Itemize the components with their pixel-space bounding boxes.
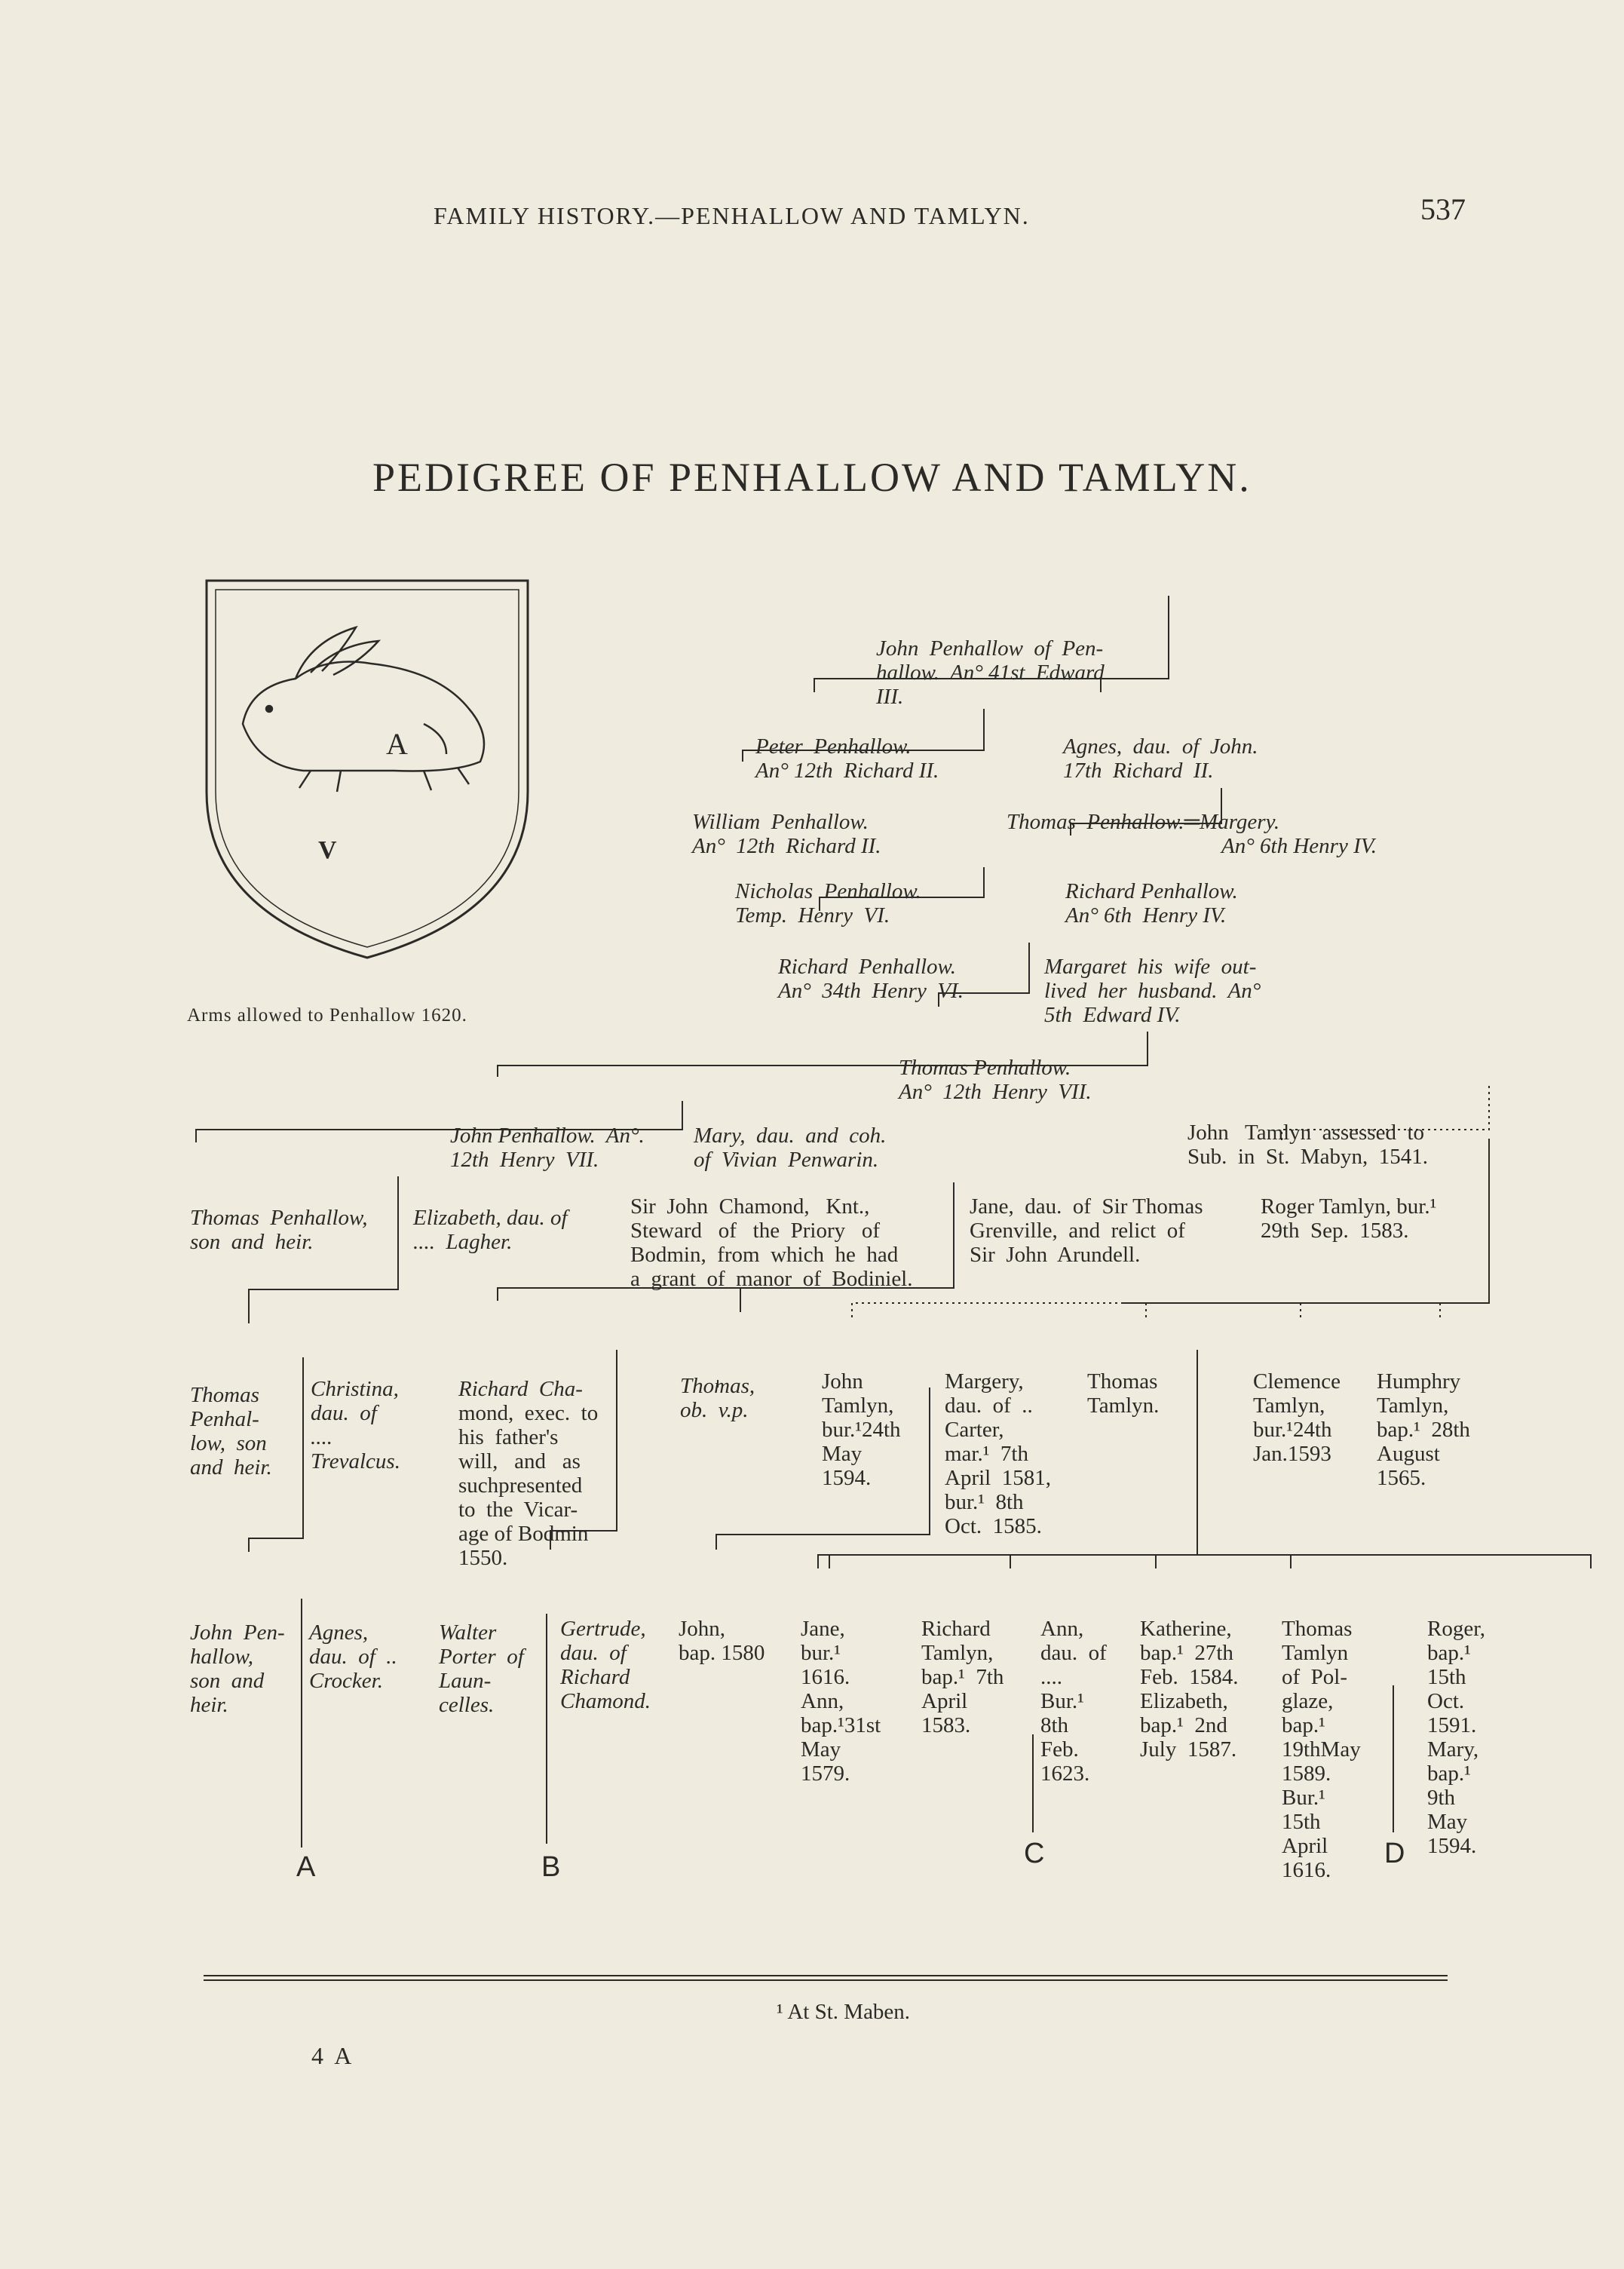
- person-thomas-ob-vp: Thomas, ob. v.p.: [680, 1374, 755, 1422]
- shield-mark: V: [318, 836, 337, 864]
- page-number: 537: [1420, 192, 1466, 226]
- person-thomas-tamlyn-2: Thomas Tamlyn of Pol- glaze, bap.¹ 19thMay 1589. Bur.¹ 15th April 1616.: [1282, 1617, 1361, 1882]
- person-thomas-penhallow-2: Thomas Penhallow, son and heir.: [190, 1206, 368, 1254]
- pedigree-title: PEDIGREE OF PENHALLOW AND TAMLYN.: [372, 455, 1252, 500]
- footnote: ¹ At St. Maben.: [777, 2000, 911, 2024]
- person-sir-john-chamond: Sir John Chamond, Knt., Steward of the Priory of Bodmin, from which he had a grant of manor of Bodiniel.: [630, 1194, 913, 1291]
- signature-mark: 4 A: [311, 2042, 352, 2069]
- person-ann-dau: Ann, dau. of .... Bur.¹ 8th Feb. 1623.: [1040, 1617, 1107, 1786]
- person-humphry-tamlyn: Humphry Tamlyn, bap.¹ 28th August 1565.: [1377, 1369, 1470, 1490]
- person-richard-penhallow-1: Richard Penhallow. An° 6th Henry IV.: [1065, 879, 1238, 928]
- person-thomas-penhallow-1: Thomas Penhallow. An° 12th Henry VII.: [899, 1056, 1092, 1104]
- person-thomas-margery: Thomas Penhallow.═Margery. An° 6th Henry IV.: [1007, 810, 1377, 858]
- person-john-penhallow-1: John Penhallow of Pen- hallow. An° 41st Edward III.: [876, 636, 1105, 709]
- person-john-tamlyn-2: John Tamlyn, bur.¹24th May 1594.: [822, 1369, 901, 1490]
- person-elizabeth-lagher: Elizabeth, dau. of .... Lagher.: [413, 1206, 568, 1254]
- continuation-a: A: [296, 1851, 316, 1883]
- continuation-d: D: [1384, 1838, 1405, 1869]
- person-katherine-elizabeth: Katherine, bap.¹ 27th Feb. 1584. Elizabeth, bap.¹ 2nd July 1587.: [1140, 1617, 1239, 1762]
- person-john-penhallow-4: John Pen- hallow, son and heir.: [190, 1620, 285, 1717]
- rabbit-icon: [243, 627, 484, 792]
- continuation-b: B: [541, 1851, 561, 1883]
- shield-letter: A: [386, 727, 408, 761]
- person-nicholas-penhallow: Nicholas Penhallow. Temp. Henry VI.: [735, 879, 921, 928]
- person-jane-ann: Jane, bur.¹ 1616. Ann, bap.¹31st May 1579.: [801, 1617, 881, 1786]
- person-margery-carter: Margery, dau. of .. Carter, mar.¹ 7th April 1581, bur.¹ 8th Oct. 1585.: [945, 1369, 1051, 1538]
- person-roger-tamlyn-1: Roger Tamlyn, bur.¹ 29th Sep. 1583.: [1261, 1194, 1437, 1243]
- continuation-c: C: [1024, 1838, 1045, 1869]
- person-richard-penhallow-2: Richard Penhallow. An° 34th Henry VI.: [778, 955, 964, 1003]
- person-christina-trevalcus: Christina, dau. of .... Trevalcus.: [311, 1377, 400, 1473]
- person-margaret: Margaret his wife out- lived her husband. An° 5th Edward IV.: [1044, 955, 1261, 1027]
- person-walter-porter: Walter Porter of Laun- celles.: [439, 1620, 524, 1717]
- person-mary-penwarin: Mary, dau. and coh. of Vivian Penwarin.: [694, 1124, 887, 1172]
- person-william-penhallow: William Penhallow. An° 12th Richard II.: [692, 810, 881, 858]
- person-thomas-tamlyn-1: Thomas Tamlyn.: [1087, 1369, 1160, 1418]
- person-roger-mary: Roger, bap.¹ 15th Oct. 1591. Mary, bap.¹ 9th May 1594.: [1427, 1617, 1485, 1858]
- person-john-bap-1580: John, bap. 1580: [679, 1617, 765, 1665]
- shield-outline: [207, 581, 528, 958]
- person-john-penhallow-2: John Penhallow. An°. 12th Henry VII.: [450, 1124, 645, 1172]
- person-john-tamlyn-1: John Tamlyn assessed to Sub. in St. Mabyn, 1541.: [1187, 1121, 1429, 1169]
- coat-of-arms: [198, 573, 537, 965]
- person-agnes-john: Agnes, dau. of John. 17th Richard II.: [1063, 734, 1258, 783]
- person-richard-tamlyn: Richard Tamlyn, bap.¹ 7th April 1583.: [921, 1617, 1004, 1737]
- person-richard-chamond: Richard Cha- mond, exec. to his father's will, and as suchpresented to the Vicar- age of Bodmin 1550.: [458, 1377, 599, 1570]
- person-jane-grenville: Jane, dau. of Sir Thomas Grenville, and relict of Sir John Arundell.: [970, 1194, 1203, 1267]
- person-thomas-penhallow-3: Thomas Penhal- low, son and heir.: [190, 1383, 272, 1479]
- person-gertrude-chamond: Gertrude, dau. of Richard Chamond.: [560, 1617, 651, 1713]
- person-peter-penhallow: Peter Penhallow. An° 12th Richard II.: [755, 734, 939, 783]
- arms-caption: Arms allowed to Penhallow 1620.: [187, 1005, 467, 1026]
- person-agnes-crocker: Agnes, dau. of .. Crocker.: [309, 1620, 397, 1693]
- running-title: FAMILY HISTORY.—PENHALLOW AND TAMLYN.: [434, 202, 1030, 229]
- person-clemence-tamlyn: Clemence Tamlyn, bur.¹24th Jan.1593: [1253, 1369, 1341, 1466]
